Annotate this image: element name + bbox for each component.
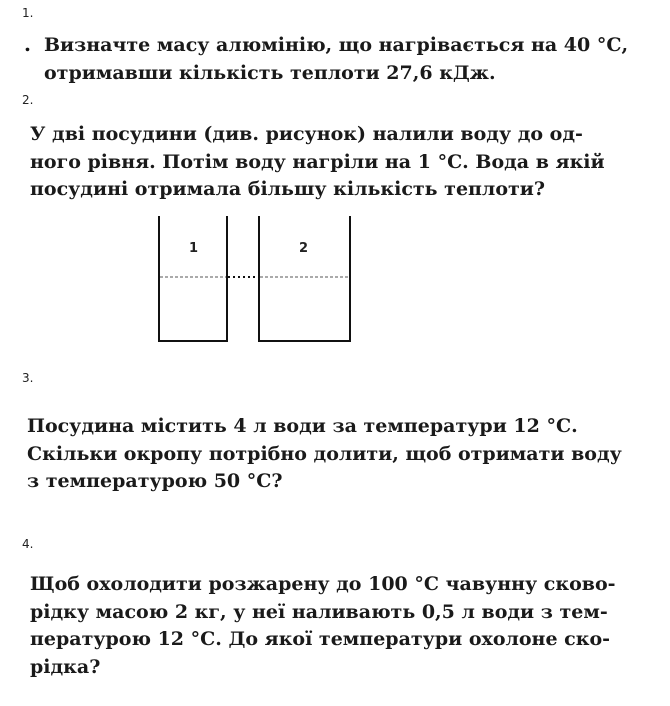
bullet-mark: .	[24, 32, 31, 56]
problem-4-line-3: пературою 12 °С. До якої температури охолоне ско-	[30, 628, 611, 650]
problem-1-number: 1.	[22, 6, 34, 20]
vessel-1	[159, 216, 227, 341]
problem-2-line-2: ного рівня. Потім воду нагріли на 1 °С. Вода в якій	[30, 150, 605, 173]
problem-3-number: 3.	[22, 371, 34, 385]
problem-3-line-3: з температурою 50 °С?	[27, 470, 283, 492]
problem-1-line-1: Визначте масу алюмінію, що нагрівається на 40 °С,	[44, 34, 629, 56]
problem-1-line-2: отримавши кількість теплоти 27,6 кДж.	[44, 61, 496, 84]
vessel-1-label: 1	[189, 241, 199, 256]
problem-3-line-2: Скільки окропу потрібно долити, щоб отримати воду	[27, 442, 622, 465]
problem-2-line-3: посудині отримала більшу кількість теплоти?	[30, 178, 546, 200]
problem-3-text	[27, 413, 622, 496]
problem-4-line-2: рідку масою 2 кг, у неї наливають 0,5 л води з тем-	[30, 600, 608, 623]
problem-2-line-1: У дві посудини (див. рисунок) налили воду до од-	[30, 123, 583, 145]
problem-4-line-4: рідка?	[30, 655, 101, 678]
problem-2-number: 2.	[22, 93, 34, 107]
problem-4-text	[30, 571, 616, 681]
vessel-2-label: 2	[299, 241, 309, 256]
vessel-2	[259, 216, 350, 341]
problem-4-line-1: Щоб охолодити розжарену до 100 °С чавунну сково-	[30, 573, 616, 595]
problem-4-number: 4.	[22, 537, 34, 551]
problem-3-line-1: Посудина містить 4 л води за температури 12 °С.	[27, 415, 578, 437]
